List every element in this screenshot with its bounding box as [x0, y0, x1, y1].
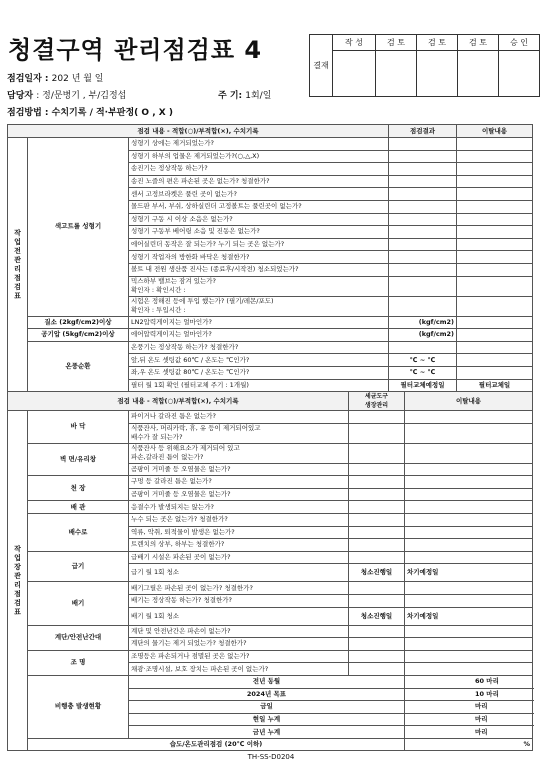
date-label: 점검일자 : [7, 74, 49, 84]
deviation-cell[interactable] [457, 296, 533, 316]
filter-replaced-label: 필터교체일 [457, 379, 533, 392]
check-item: 배기그릴은 파손된 곳이 없는가? 청결한가? [129, 582, 349, 595]
check-item: 파이거나 갈라진 틈은 없는가? [129, 411, 349, 424]
result-cell[interactable] [389, 226, 457, 239]
deviation-cell[interactable] [405, 423, 533, 443]
check-item: LN2압력게이지는 얼마인가? [129, 316, 389, 329]
result-cell[interactable] [349, 463, 405, 476]
result-cell[interactable] [389, 175, 457, 188]
result-cell[interactable] [349, 501, 405, 514]
check-group-name: 배 관 [28, 501, 129, 514]
result-cell[interactable] [389, 296, 457, 316]
result-header: 점검결과 [389, 125, 457, 138]
check-item: 식품잔사 등 위해요소가 제거되어 있고 파손,갈라진 틈이 없는가? [129, 443, 349, 463]
result-cell[interactable] [349, 526, 405, 539]
deviation-cell[interactable] [457, 329, 533, 342]
deviation-cell[interactable] [405, 594, 533, 607]
section2-header: 점검 내용 - 적합(○)/부적합(×), 수치기록 [8, 392, 349, 411]
result-cell[interactable] [349, 650, 405, 663]
check-group-name: 벽 면/유리창 [28, 443, 129, 476]
check-item: 성형기 상에는 제거되었는가? [129, 138, 389, 151]
deviation-cell[interactable] [457, 276, 533, 296]
deviation-cell[interactable] [405, 539, 533, 552]
check-item: 급배기 시설은 파손된 곳이 없는가? [129, 551, 349, 564]
person-label: 담당자 [7, 91, 34, 101]
check-group-name: 온풍순환 [28, 341, 129, 391]
section1-header: 점검 내용 - 적합(○)/부적합(×), 수치기록 [8, 125, 389, 138]
check-item: 에어실린더 동작은 잘 되는가? 누기 되는 곳은 없는가? [129, 238, 389, 251]
date-line [7, 71, 104, 84]
approval-role: 검 토 [458, 35, 499, 51]
approval-side-label: 결재 [310, 35, 333, 97]
deviation-cell[interactable] [405, 513, 533, 526]
deviation-cell[interactable] [457, 138, 533, 151]
deviation-cell[interactable] [405, 411, 533, 424]
deviation-cell[interactable] [457, 200, 533, 213]
humidity-value[interactable]: % [405, 738, 533, 751]
approval-role: 승 인 [499, 35, 540, 51]
method-label: 점검방법 : [7, 108, 49, 118]
result-cell[interactable] [389, 251, 457, 264]
check-item: 계단 및 안전난간은 파손이 없는가? [129, 625, 349, 638]
deviation-cell[interactable] [457, 226, 533, 239]
result-cell[interactable] [349, 411, 405, 424]
deviation-cell[interactable] [405, 526, 533, 539]
next-due-label: 차기예정일 [405, 607, 533, 625]
check-item: 곰팡이 거미줄 등 오염물은 없는가? [129, 488, 349, 501]
result-cell[interactable] [389, 188, 457, 201]
pest-row-label: 전년 동월 [129, 675, 405, 688]
workplace-checklist [7, 391, 533, 751]
check-item: 온풍기는 정상작동 하는가? 청결한가? [129, 341, 389, 354]
check-item: 식품잔사, 머리카락, 휴, 유 등이 제거되어있고 배수가 잘 되는가? [129, 423, 349, 443]
check-item: 센서 고정브라켓은 풀린 곳이 없는가? [129, 188, 389, 201]
result-cell[interactable]: ℃ ~ ℃ [389, 366, 457, 379]
result-cell[interactable] [349, 513, 405, 526]
check-group-name: 배수로 [28, 513, 129, 551]
signature-box[interactable] [458, 51, 499, 97]
clean-done-label: 청소진행일 [349, 607, 405, 625]
result-cell[interactable] [349, 594, 405, 607]
check-group-name: 급기 [28, 551, 129, 582]
deviation-cell[interactable] [405, 488, 533, 501]
check-item: 성형기 구동부 베어링 소음 및 진동은 없는가? [129, 226, 389, 239]
check-item: 누수 되는 곳은 없는가? 청결한가? [129, 513, 349, 526]
result-cell[interactable] [389, 238, 457, 251]
deviation-cell[interactable] [457, 366, 533, 379]
approval-role: 검 토 [376, 35, 417, 51]
humidity-temp-label: 습도/온도관리점검 (20℃ 이하) [28, 738, 405, 751]
result-cell[interactable] [389, 163, 457, 176]
check-item: 에어압력게이지는 얼마인가? [129, 329, 389, 342]
result-cell[interactable] [389, 150, 457, 163]
deviation-cell[interactable] [457, 175, 533, 188]
check-item: 급기 월 1회 청소 [129, 564, 349, 582]
pest-row-label: 현일 누계 [129, 713, 405, 726]
check-group-name: 천 장 [28, 476, 129, 501]
deviation-cell[interactable] [405, 501, 533, 514]
section2-vertical-label: 작 업 장 관 리 점 검 표 [8, 411, 28, 751]
germ-header: 세균도구 생장관리 [349, 392, 405, 411]
clean-done-label: 청소진행일 [349, 564, 405, 582]
pest-group-name: 비행충 발생현황 [28, 675, 129, 738]
check-item: 성형기 작업자의 방한화 바닥은 청결한가? [129, 251, 389, 264]
check-item: 채광·조명시설, 보호 장치는 파손된 곳이 없는가? [129, 663, 349, 676]
result-cell[interactable] [349, 663, 405, 676]
check-item: 성형기 하부의 업물은 제거되었는가?(○,△,X) [129, 150, 389, 163]
check-item: 배기 월 1회 청소 [129, 607, 349, 625]
pest-row-value[interactable]: 60 마리 [405, 675, 533, 688]
check-item: 배기는 정상작동 하는가? 청결한가? [129, 594, 349, 607]
check-item: 조명등은 파손되거나 점멸된 곳은 없는가? [129, 650, 349, 663]
result-cell[interactable] [349, 443, 405, 463]
result-cell[interactable] [349, 423, 405, 443]
cycle-label: 주 기: [218, 91, 243, 101]
deviation-cell[interactable] [405, 476, 533, 489]
deviation-cell[interactable] [457, 213, 533, 226]
result-cell[interactable] [389, 276, 457, 296]
check-group-name: 공기압 (5kgf/cm2)이상 [28, 329, 129, 342]
result-cell[interactable] [349, 488, 405, 501]
check-item: 믹스하부 밸브는 잠겨 있는가? 확인자 : 확인시간 : [129, 276, 389, 296]
result-cell[interactable] [349, 476, 405, 489]
check-item: 곰팡이 거미줄 등 오염물은 없는가? [129, 463, 349, 476]
pest-row-value[interactable]: 마리 [405, 726, 533, 739]
pest-row-value[interactable]: 마리 [405, 701, 533, 714]
check-group-name: 계단/안전난간대 [28, 625, 129, 650]
deviation-cell[interactable] [457, 251, 533, 264]
deviation-header: 이탈내용 [405, 392, 533, 411]
check-group-name: 조 명 [28, 650, 129, 675]
deviation-cell[interactable] [405, 625, 533, 638]
check-group-name: 바 닥 [28, 411, 129, 444]
section1-vertical-label: 작 업 전 관 리 점 검 표 [8, 138, 28, 392]
check-group-name: 배기 [28, 582, 129, 625]
pest-row-value[interactable]: 마리 [405, 713, 533, 726]
result-cell[interactable] [349, 625, 405, 638]
method-line [7, 105, 173, 118]
cycle-line [218, 88, 271, 101]
check-item: 계단의 물기는 제거 되었는가? 청결한가? [129, 638, 349, 651]
approval-table [309, 34, 540, 97]
signature-box[interactable] [333, 51, 376, 97]
result-cell[interactable] [389, 263, 457, 276]
check-item: 볼트 내 전원 생산품 진사는 (종료후/시작전) 청소되었는가? [129, 263, 389, 276]
next-due-label: 차기예정일 [405, 564, 533, 582]
result-cell[interactable]: (kgf/cm2) [389, 329, 457, 342]
deviation-cell[interactable] [405, 638, 533, 651]
filter-due-label: 필터교체예정일 [389, 379, 457, 392]
check-item: 앞,뒤 온도 셋팅값 60℃ / 온도는 ℃인가? [129, 354, 389, 367]
deviation-cell[interactable] [457, 163, 533, 176]
deviation-cell[interactable] [405, 650, 533, 663]
approval-role: 검 토 [417, 35, 458, 51]
result-cell[interactable] [349, 551, 405, 564]
result-cell[interactable] [389, 213, 457, 226]
check-group-name: 색고트롤 성형기 [28, 138, 129, 317]
deviation-header: 이탈내용 [457, 125, 533, 138]
result-cell[interactable]: ℃ ~ ℃ [389, 354, 457, 367]
pest-row-value[interactable]: 10 마리 [405, 688, 533, 701]
cycle-value: 1회/일 [245, 91, 272, 101]
result-cell[interactable]: (kgf/cm2) [389, 316, 457, 329]
deviation-cell[interactable] [405, 551, 533, 564]
result-cell[interactable] [349, 539, 405, 552]
check-item: 역류, 악취, 퇴적물이 발생은 없는가? [129, 526, 349, 539]
signature-box[interactable] [499, 51, 540, 97]
check-item: 응결수가 발생되지는 않는가? [129, 501, 349, 514]
deviation-cell[interactable] [405, 443, 533, 463]
check-item: 필터 월 1회 확인 (필터교체 주기 : 1개월) [129, 379, 389, 392]
deviation-cell[interactable] [457, 150, 533, 163]
document-code: TH-SS-D0204 [247, 753, 295, 761]
pre-work-checklist [7, 124, 533, 392]
result-cell[interactable] [349, 638, 405, 651]
check-item: 송진 노즐의 편은 파손된 곳은 없는가? 청결한가? [129, 175, 389, 188]
pest-row-label: 금일 [129, 701, 405, 714]
check-group-name: 질소 (2kgf/cm2)이상 [28, 316, 129, 329]
deviation-cell[interactable] [457, 238, 533, 251]
deviation-cell[interactable] [457, 341, 533, 354]
signature-box[interactable] [376, 51, 417, 97]
check-item: 좌,우 온도 셋팅값 80℃ / 온도는 ℃인가? [129, 366, 389, 379]
check-item: 송진기는 정상작동 하는가? [129, 163, 389, 176]
pest-row-label: 금년 누계 [129, 726, 405, 739]
approval-role: 작 성 [333, 35, 376, 51]
deviation-cell[interactable] [405, 582, 533, 595]
check-item: 성형기 구동 시 이상 소음은 없는가? [129, 213, 389, 226]
deviation-cell[interactable] [457, 263, 533, 276]
check-item: 트렌치의 상부, 하부는 청결한가? [129, 539, 349, 552]
deviation-cell[interactable] [457, 316, 533, 329]
signature-box[interactable] [417, 51, 458, 97]
check-item: 구멍 등 갈라진 틈은 없는가? [129, 476, 349, 489]
result-cell[interactable] [389, 138, 457, 151]
check-item: 시험은 정해진 등에 투입 했는가? (필기/레몬/포도) 확인자 : 투입시간 : [129, 296, 389, 316]
result-cell[interactable] [389, 341, 457, 354]
deviation-cell[interactable] [457, 354, 533, 367]
result-cell[interactable] [349, 582, 405, 595]
deviation-cell[interactable] [457, 188, 533, 201]
deviation-cell[interactable] [405, 463, 533, 476]
result-cell[interactable] [389, 200, 457, 213]
page-title: 청결구역 관리점검표 4 [8, 36, 263, 64]
date-value[interactable]: 202 년 월 일 [51, 74, 104, 84]
method-value: 수치기록 / 적·부판정( O , X ) [51, 108, 173, 118]
check-item: 몰드판 부서, 부쉬, 상하실린더 고정볼트는 풀린곳이 없는가? [129, 200, 389, 213]
person-value: : 정/문병기 , 부/김정섭 [36, 91, 127, 101]
pest-row-label: 2024년 목표 [129, 688, 405, 701]
person-line [7, 88, 126, 101]
deviation-cell[interactable] [405, 663, 533, 676]
